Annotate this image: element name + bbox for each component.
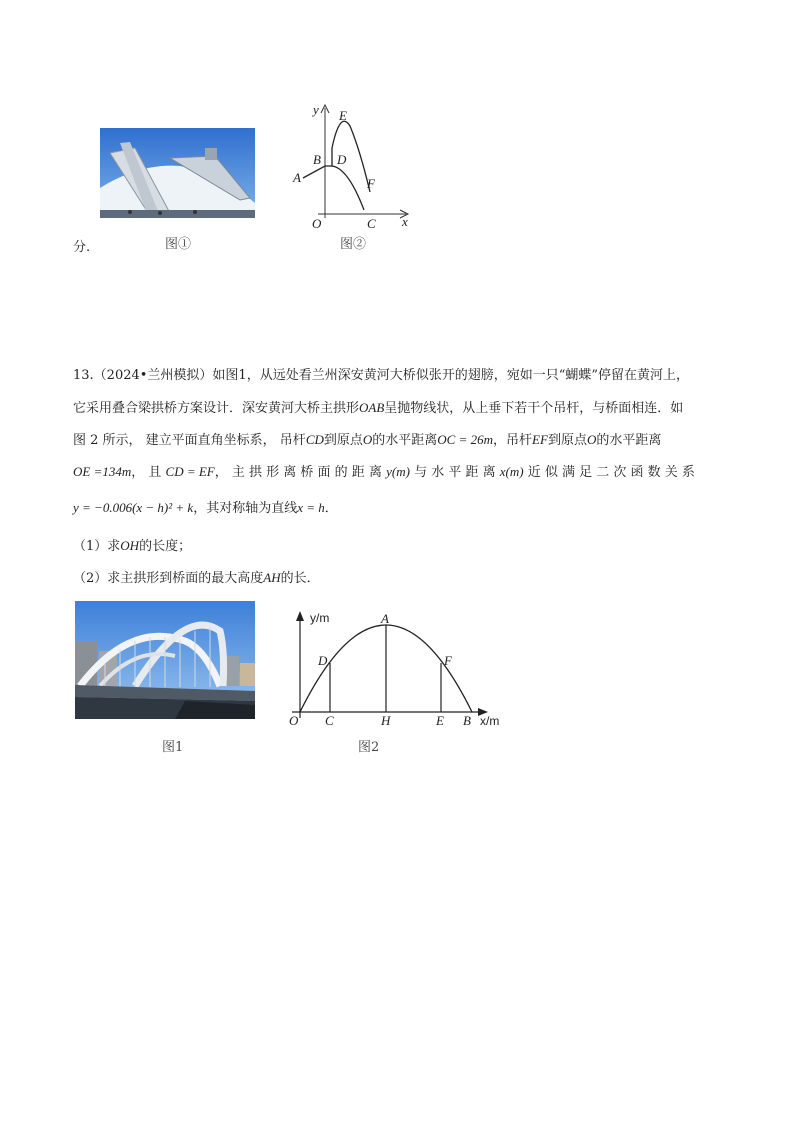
top-label-e: E (339, 108, 347, 123)
ski-jump-photo (100, 128, 255, 218)
bottom-label-o: O (289, 713, 299, 728)
top-label-y: y (313, 102, 319, 117)
top-fig2-caption: 图② (340, 237, 367, 252)
bottom-label-a: A (381, 611, 389, 626)
bottom-label-y: y/m (310, 611, 330, 625)
problem-line-5: y = −0.006(x − h)² + k，其对称轴为直线x = h． (73, 500, 338, 516)
bottom-label-c: C (325, 713, 334, 728)
top-label-b: B (313, 152, 321, 167)
problem-line-3: 图 2 所示， 建立平面直角坐标系， 吊杆CD到原点O的水平距离OC = 26m，吊杆EF到原点O的水平距离 (73, 432, 662, 448)
bridge-photo (75, 601, 255, 719)
top-label-c: C (367, 216, 376, 231)
problem-line-2: 它采用叠合梁拱桥方案设计．深安黄河大桥主拱形OAB呈抛物线状，从上垂下若干个吊杆，与桥面相连．如 (73, 400, 684, 416)
top-function-graph (288, 100, 418, 235)
bottom-label-b: B (463, 713, 471, 728)
question-1: （1）求OH的长度； (73, 538, 192, 554)
top-label-f: F (367, 176, 375, 191)
bottom-label-f: F (444, 653, 452, 668)
bottom-label-x: x/m (480, 714, 500, 728)
bottom-label-e: E (436, 713, 444, 728)
bottom-label-d: D (318, 653, 328, 668)
top-label-o: O (312, 216, 322, 231)
parabola-graph (284, 606, 514, 731)
fen-text: 分. (73, 240, 91, 255)
bottom-label-h: H (381, 713, 391, 728)
bottom-fig2-caption: 图2 (358, 740, 380, 755)
top-label-d: D (337, 152, 347, 167)
top-label-x: x (402, 214, 408, 229)
problem-line-1: 13.（2024•兰州模拟）如图1，从远处看兰州深安黄河大桥似张开的翅膀，宛如一只“蝴蝶”停留在黄河上， (73, 368, 689, 383)
top-label-a: A (293, 170, 301, 185)
problem-line-4: OE =134m， 且 CD = EF， 主 拱 形 离 桥 面 的 距 离 y(m) 与 水 平 距 离 x(m) 近 似 满 足 二 次 函 数 关 系 (73, 464, 695, 480)
bottom-fig1-caption: 图1 (162, 740, 184, 755)
question-2: （2）求主拱形到桥面的最大高度AH的长． (73, 570, 320, 586)
top-fig1-caption: 图① (165, 237, 192, 252)
